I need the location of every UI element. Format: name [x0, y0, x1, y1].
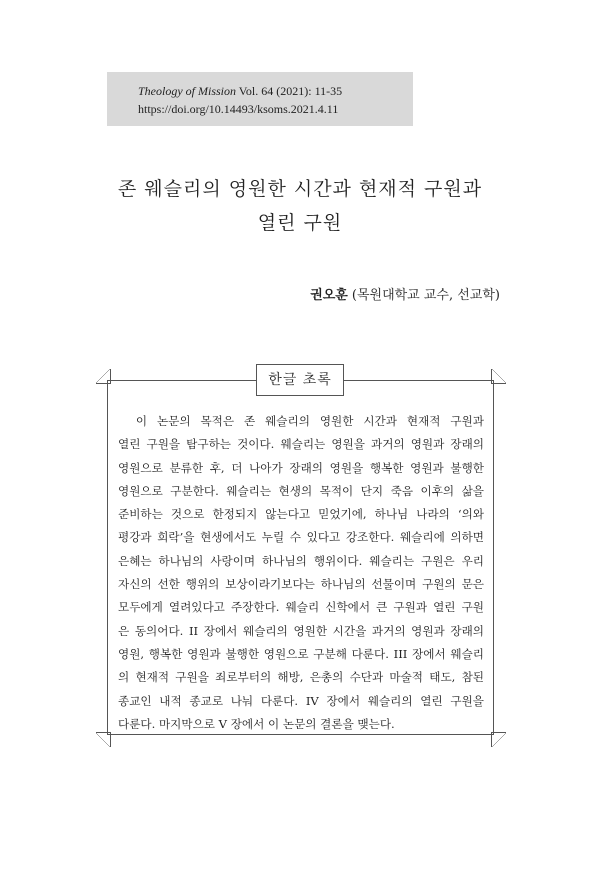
abstract-heading: 한글 초록: [256, 364, 344, 396]
journal-details: Vol. 64 (2021): 11-35: [238, 84, 343, 98]
citation-box: [107, 72, 413, 126]
abstract-line: 영원, 행복한 영원과 불행한 영원으로 구분해 다룬다. III 장에서 웨슬리: [118, 646, 484, 661]
title-line-1: 존 웨슬리의 영원한 시간과 현재적 구원과: [117, 178, 483, 200]
paper-title: [60, 172, 540, 240]
abstract-line: 영원으로 구분한다. 웨슬리는 현생의 목적이 단지 죽음 이후의 삶을: [118, 483, 484, 498]
abstract-line: 은혜는 하나님의 사랑이며 하나님의 행위이다. 웨슬리는 구원은 우리: [118, 553, 484, 568]
doi-link[interactable]: https://doi.org/10.14493/ksoms.2021.4.11: [138, 102, 339, 116]
author-name: 권오훈: [310, 288, 348, 303]
abstract-line: 은 동의어다. II 장에서 웨슬리의 영원한 시간을 과거의 영원과 장래의: [118, 623, 484, 638]
abstract-line: 평강과 희락’을 현생에서도 누릴 수 있다고 강조한다. 웨슬리에 의하면: [118, 530, 484, 545]
author-affiliation: (목원대학교 교수, 선교학): [351, 288, 500, 303]
frame-corner-bottom-left: [96, 732, 111, 747]
abstract-line: 준비하는 것으로 한정되지 않는다고 믿었기에, 하나님 나라의 ‘의와: [118, 507, 484, 522]
frame-corner-top-right: [491, 369, 506, 384]
frame-corner-top-left: [96, 369, 111, 384]
citation-line: [138, 82, 413, 100]
abstract-line: 영원으로 분류한 후, 더 나아가 장래의 영원을 행복한 영원과 불행한: [118, 460, 484, 475]
journal-name: Theology of Mission: [138, 84, 236, 98]
abstract-body: [118, 410, 484, 736]
abstract-line: 모두에게 열려있다고 주장한다. 웨슬리 신학에서 큰 구원과 열린 구원: [118, 600, 484, 615]
abstract-line: 의 현재적 구원을 죄로부터의 해방, 은총의 수단과 마술적 태도, 참된: [118, 670, 484, 685]
title-line-2: 열린 구원: [257, 212, 343, 234]
frame-corner-bottom-right: [491, 732, 506, 747]
abstract-line: 열린 구원을 탐구하는 것이다. 웨슬리는 영원을 과거의 영원과 장래의: [118, 437, 484, 452]
abstract-line: 다룬다. 마지막으로 V 장에서 이 논문의 결론을 맺는다.: [118, 716, 395, 731]
abstract-line: 자신의 선한 행위의 보상이라기보다는 하나님의 선물이며 구원의 문은: [118, 577, 484, 592]
abstract-line: 종교인 내적 종교로 나눠 다룬다. IV 장에서 웨슬리의 열린 구원을: [118, 693, 484, 708]
abstract-line: 이 논문의 목적은 존 웨슬리의 영원한 시간과 현재적 구원과: [118, 414, 484, 428]
author-line: [310, 284, 500, 303]
